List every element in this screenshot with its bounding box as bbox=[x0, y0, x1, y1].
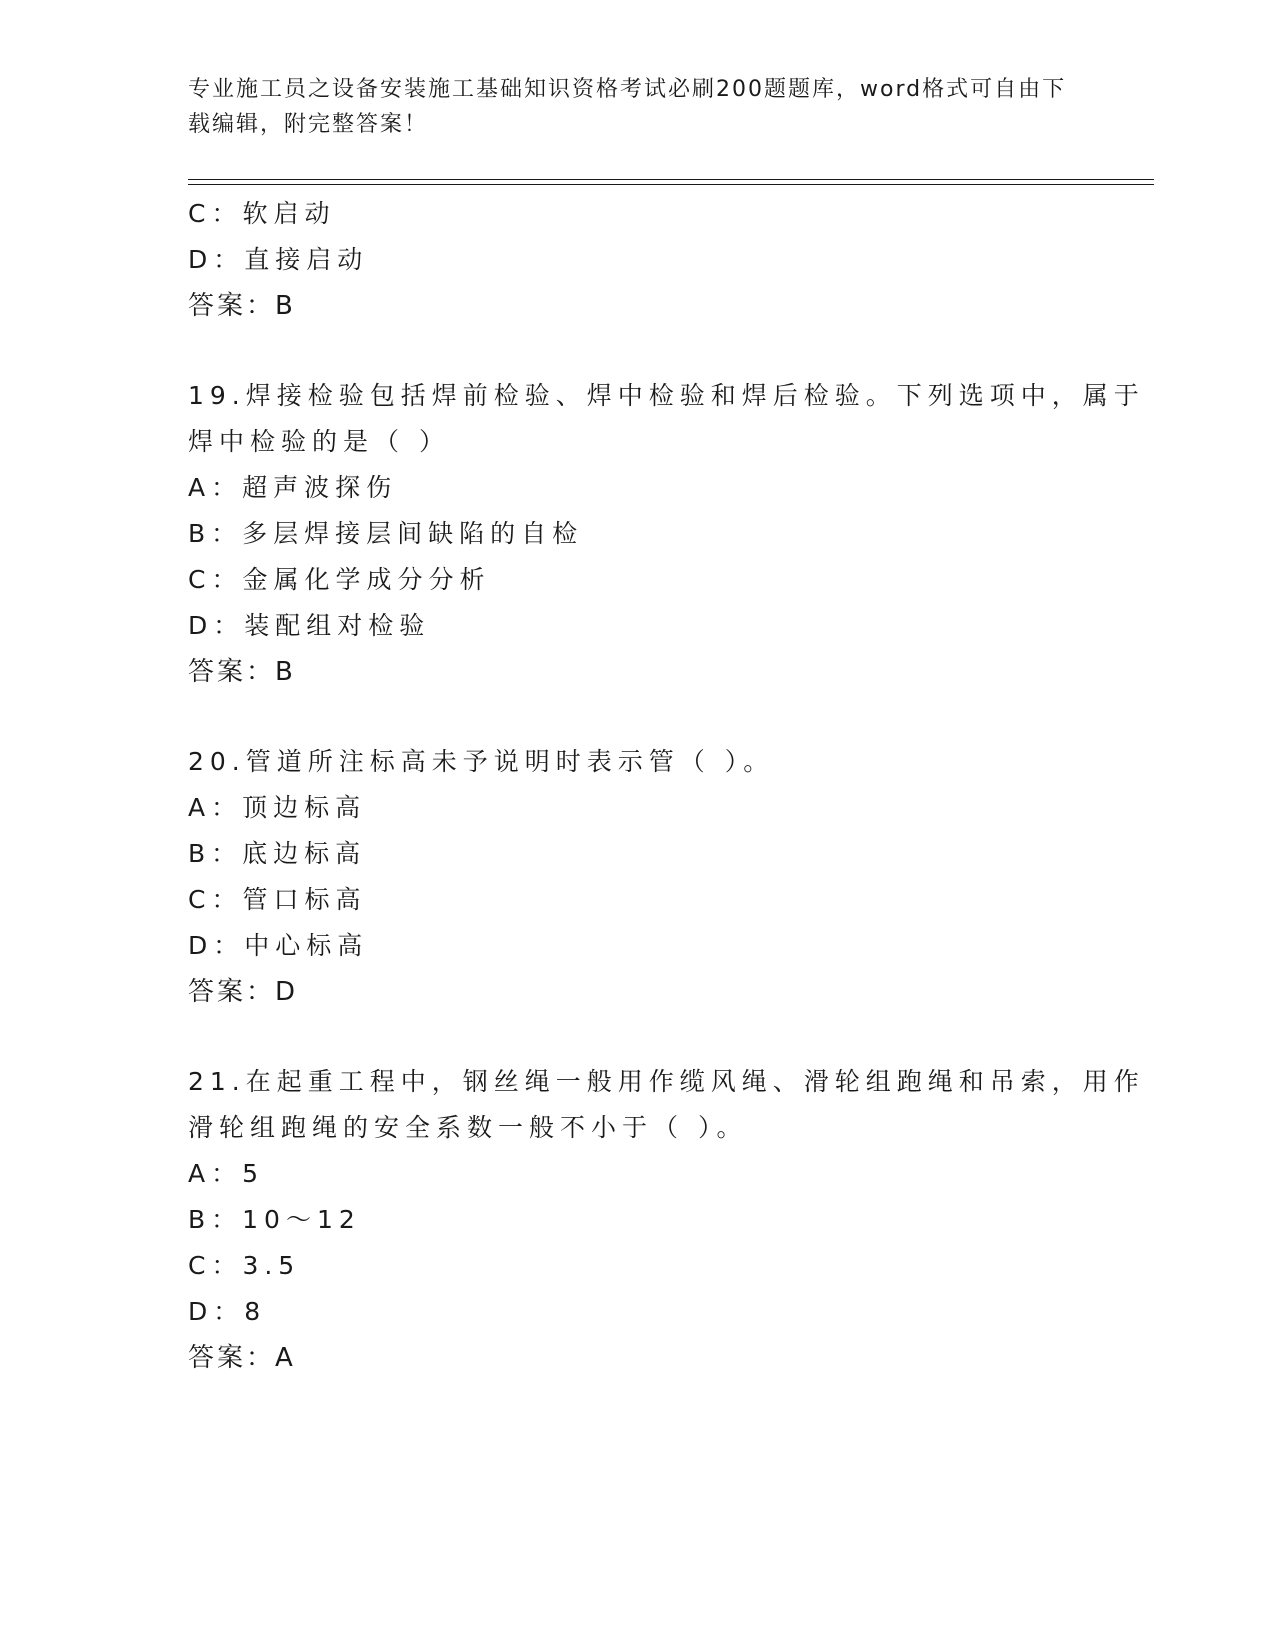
header-rule-top bbox=[188, 179, 1154, 180]
option-b: B：多层焊接层间缺陷的自检 bbox=[188, 519, 584, 548]
option-c: C：软启动 bbox=[188, 199, 336, 228]
question-text-line2: 焊中检验的是（ ） bbox=[188, 427, 450, 456]
spacer bbox=[188, 695, 1088, 739]
option-c: C：3.5 bbox=[188, 1251, 301, 1280]
option-b: B：10～12 bbox=[188, 1205, 361, 1234]
spacer bbox=[188, 1015, 1088, 1059]
question-text-line1: 21.在起重工程中，钢丝绳一般用作缆风绳、滑轮组跑绳和吊索，用作 bbox=[188, 1067, 1145, 1096]
question-20 bbox=[188, 739, 1088, 1015]
question-19 bbox=[188, 373, 1145, 695]
option-a: A：顶边标高 bbox=[188, 793, 367, 822]
document-header bbox=[188, 72, 1068, 142]
option-d: D：装配组对检验 bbox=[188, 611, 431, 640]
option-a: A：超声波探伤 bbox=[188, 473, 398, 502]
option-d: D：中心标高 bbox=[188, 931, 369, 960]
question-text-line1: 19.焊接检验包括焊前检验、焊中检验和焊后检验。下列选项中，属于 bbox=[188, 381, 1145, 410]
header-rule-bottom bbox=[188, 184, 1154, 185]
option-c: C：金属化学成分分析 bbox=[188, 565, 491, 594]
option-d: D：直接启动 bbox=[188, 245, 369, 274]
answer-line: 答案：D bbox=[188, 977, 299, 1007]
option-b: B：底边标高 bbox=[188, 839, 367, 868]
question-21 bbox=[188, 1059, 1145, 1381]
question-18-continuation bbox=[188, 191, 1088, 329]
answer-line: 答案：A bbox=[188, 1343, 296, 1373]
option-c: C：管口标高 bbox=[188, 885, 367, 914]
header-title: 专业施工员之设备安装施工基础知识资格考试必刷200题题库，word格式可自由下载编辑，附完整答案！ bbox=[188, 77, 1067, 137]
document-body bbox=[188, 191, 1145, 1381]
answer-line: 答案：B bbox=[188, 291, 296, 321]
question-text-line1: 20.管道所注标高未予说明时表示管（ ）。 bbox=[188, 747, 775, 776]
option-a: A：5 bbox=[188, 1159, 265, 1188]
spacer bbox=[188, 329, 1088, 373]
option-d: D：8 bbox=[188, 1297, 267, 1326]
answer-line: 答案：B bbox=[188, 657, 296, 687]
question-text-line2: 滑轮组跑绳的安全系数一般不小于（ ）。 bbox=[188, 1113, 748, 1142]
